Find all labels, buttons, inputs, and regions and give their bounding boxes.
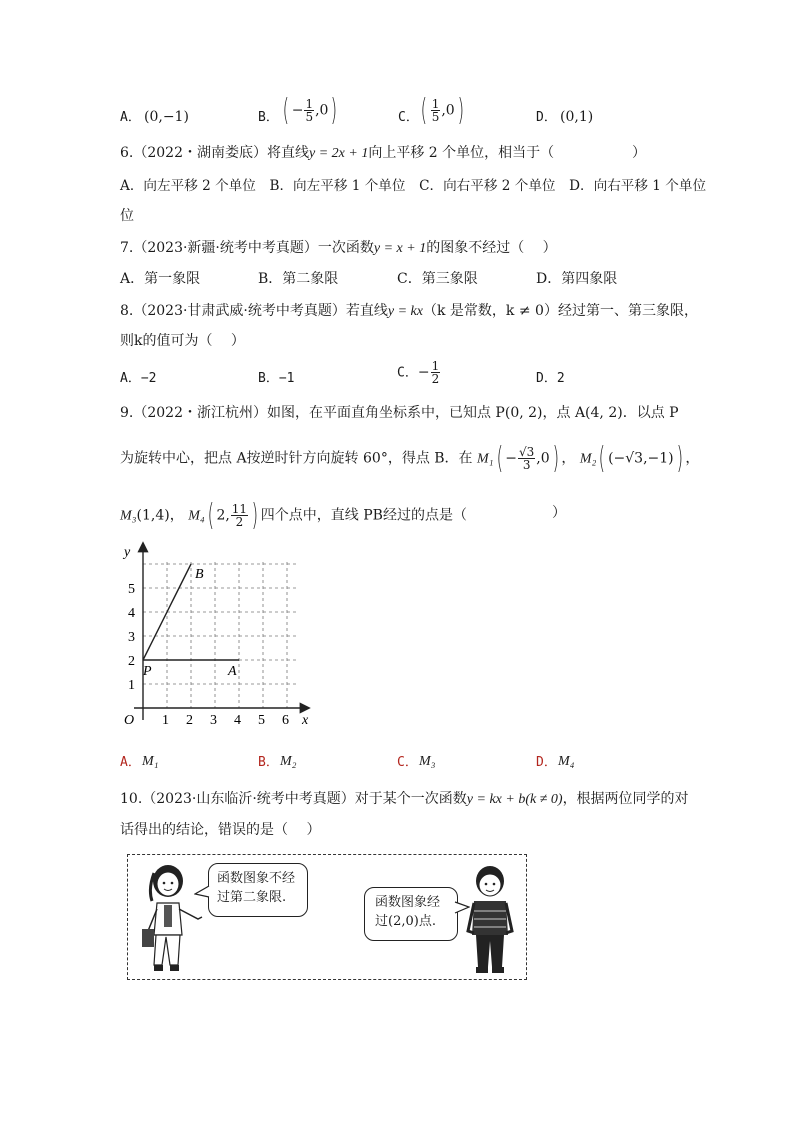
q6-answer-blank-close: ） xyxy=(632,145,646,161)
q6-stem: 6.（2022・湖南娄底）将直线y = 2x + 1向上平移 2 个单位，相当于（ xyxy=(120,145,555,161)
q9-coordinate-graph xyxy=(118,538,318,730)
q7-option-d: D．第四象限 xyxy=(536,271,618,287)
q9-option-c-label: C． xyxy=(397,755,418,770)
q7-stem: 7.（2023·新疆·统考中考真题）一次函数y = x + 1的图象不经过（ ） xyxy=(120,240,557,256)
y-tick-5: 5 xyxy=(128,582,135,597)
x-axis-label: x xyxy=(302,713,309,728)
q6-options-wrap: 位 xyxy=(120,208,134,224)
x-tick-3: 3 xyxy=(210,713,217,728)
q10-stem-line2: 话得出的结论，错误的是（ ） xyxy=(120,822,321,838)
y-tick-4: 4 xyxy=(128,606,135,621)
q9-option-a-label: A． xyxy=(120,755,141,770)
y-axis-label: y xyxy=(124,545,131,560)
point-b-label: B xyxy=(195,567,204,582)
x-tick-2: 2 xyxy=(186,713,193,728)
x-tick-4: 4 xyxy=(234,713,241,728)
point-p-label: P xyxy=(143,664,152,679)
q6-options: A．向左平移 2 个单位 B．向左平移 1 个单位 C．向右平移 2 个单位 D．向右平移 1 个单位 xyxy=(120,178,707,194)
q5-option-b-value: ( − $\frac{1}{5}$ ,0) xyxy=(282,92,338,128)
q5-option-d-value: (0,1) xyxy=(560,109,594,125)
point-a-label: A xyxy=(228,664,237,679)
q9-stem-line2: 为旋转中心，把点 A按逆时针方向旋转 60°，得点 B．在 M₁( − $\frac{√3}{3}$ ,0) ， M₂( (−√3,−1)) ， xyxy=(120,440,700,476)
x-tick-6: 6 xyxy=(282,713,289,728)
speech-bubble-left xyxy=(208,863,308,917)
q10-dialogue-figure xyxy=(127,854,527,980)
q5-option-a-value: (0,−1) xyxy=(144,109,189,125)
q9-answer-blank-close: ） xyxy=(552,505,566,521)
q8-stem: 8.（2023·甘肃武威·统考中考真题）若直线y = kx（k 是常数，k ≠ 0）经过第一、第三象限， xyxy=(120,303,698,319)
q8-option-c: C．− $\frac{1}{2}$ xyxy=(397,359,440,386)
q8-stem-line2: 则k的值可为（ ） xyxy=(120,333,245,349)
bubble-right-line-2: 过(2,0)点. xyxy=(375,914,436,929)
q9-option-b-value: M₂ xyxy=(280,754,297,769)
x-tick-1: 1 xyxy=(162,713,169,728)
girl-illustration-icon xyxy=(140,861,210,975)
q9-option-b-label: B． xyxy=(258,755,279,770)
q10-stem: 10.（2023·山东临沂·统考中考真题）对于某个一次函数y = kx + b(k ≠ 0)，根据两位同学的对 xyxy=(120,791,689,807)
y-tick-2: 2 xyxy=(128,654,135,669)
q9-stem-line1: 9.（2022・浙江杭州）如图，在平面直角坐标系中，已知点 P(0, 2)，点 A(4, 2)．以点 P xyxy=(120,405,679,421)
y-tick-1: 1 xyxy=(128,678,135,693)
q5-option-c-value: ( $\frac{1}{5}$ ,0) xyxy=(420,92,464,128)
boy-illustration-icon xyxy=(462,863,518,975)
grid-lines xyxy=(143,562,298,708)
x-tick-5: 5 xyxy=(258,713,265,728)
q8-option-b: B．−1 xyxy=(258,371,295,386)
q5-option-c-label: C． xyxy=(398,110,419,125)
bubble-right-line-1: 函数图象经 xyxy=(375,895,441,910)
q5-option-a-label: A． xyxy=(120,110,141,125)
q5-options xyxy=(120,92,600,130)
q8-option-a: A．−2 xyxy=(120,371,157,386)
q5-option-d-label: D． xyxy=(536,110,557,125)
bubble-left-tail xyxy=(194,885,210,899)
q9-option-d-label: D． xyxy=(536,755,557,770)
q9-option-d-value: M₄ xyxy=(558,754,575,769)
bubble-left-line-1: 函数图象不经 xyxy=(217,871,296,886)
q5-option-b-label: B． xyxy=(258,110,279,125)
q7-option-a: A．第一象限 xyxy=(120,271,201,287)
q9-stem-line3: M₃(1,4)， M₄( 2, $\frac{11}{2}$ ) 四个点中，直线 PB经过的点是（ xyxy=(120,497,467,533)
q9-option-c-value: M₃ xyxy=(419,754,436,769)
q9-option-a-value: M₁ xyxy=(142,754,159,769)
bubble-left-line-2: 过第二象限. xyxy=(217,890,287,905)
q8-option-d: D．2 xyxy=(536,371,565,386)
origin-label: O xyxy=(124,713,135,728)
q7-option-b: B．第二象限 xyxy=(258,271,339,287)
speech-bubble-right xyxy=(364,887,458,941)
q7-option-c: C．第三象限 xyxy=(397,271,478,287)
y-tick-3: 3 xyxy=(128,630,135,645)
